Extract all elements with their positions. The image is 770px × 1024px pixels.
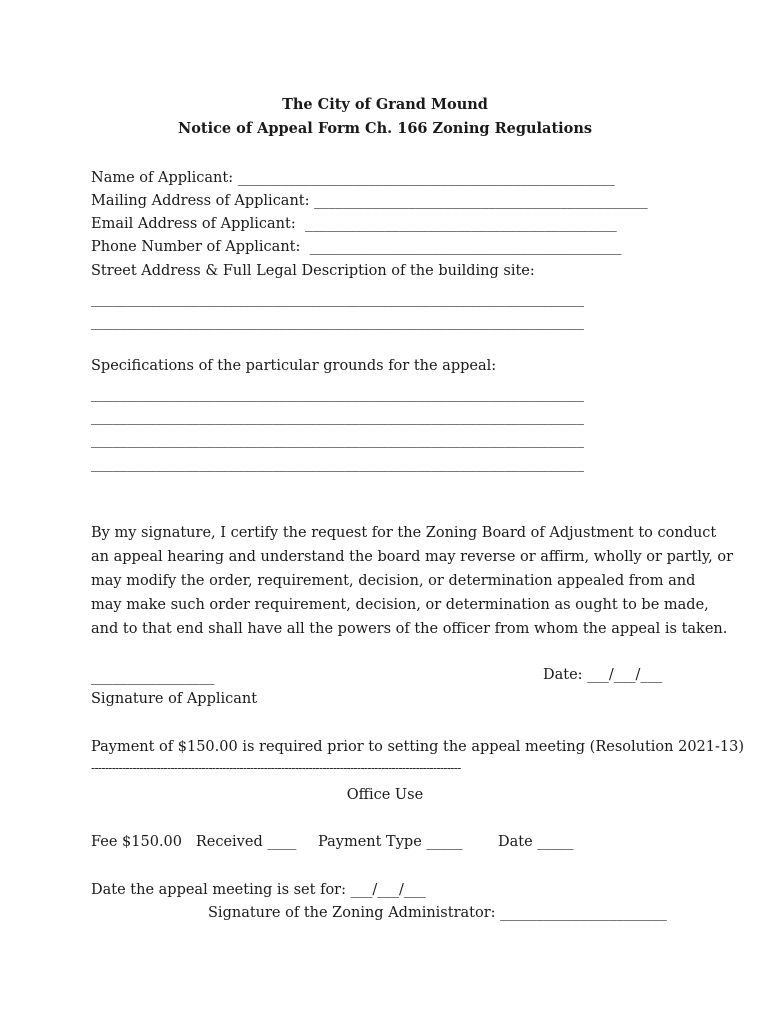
certification-paragraph (91, 521, 734, 641)
page-title: The City of Grand Mound (282, 96, 488, 113)
divider: ----------------------------------------------------------------------------------------------------------- (91, 761, 461, 775)
site-description-label: Street Address & Full Legal Description of the building site: (91, 263, 535, 279)
site-line-1: ____________________________________________________________________ (91, 291, 584, 307)
grounds-line-1: ____________________________________________________________________ (91, 386, 584, 402)
signature-date: Date: ___/___/___ (543, 667, 663, 683)
email-address-field: Email Address of Applicant: ___________________________________________ (91, 216, 617, 232)
mailing-address-field: Mailing Address of Applicant: ______________________________________________ (91, 193, 648, 209)
admin-signature: Signature of the Zoning Administrator: _______________________ (208, 905, 667, 921)
payment-type: Payment Type _____ (318, 834, 463, 850)
signature-line: _________________ (91, 669, 215, 685)
fee-received: Fee $150.00 Received ____ (91, 834, 297, 850)
certification-line: may modify the order, requirement, decision, or determination appealed from and (91, 573, 696, 589)
meeting-date: Date the appeal meeting is set for: ___/___/___ (91, 882, 426, 898)
grounds-line-3: ____________________________________________________________________ (91, 432, 584, 448)
certification-line: may make such order requirement, decision, or determination as ought to be made, (91, 597, 709, 613)
office-date: Date _____ (498, 834, 574, 850)
certification-line: and to that end shall have all the powers of the officer from whom the appeal is taken. (91, 621, 728, 637)
phone-number-field: Phone Number of Applicant: ___________________________________________ (91, 239, 622, 255)
signature-label: Signature of Applicant (91, 691, 258, 707)
payment-notice: Payment of $150.00 is required prior to setting the appeal meeting (Resolution 2021-13) (91, 739, 745, 755)
grounds-line-4: ____________________________________________________________________ (91, 456, 584, 472)
certification-line: an appeal hearing and understand the board may reverse or affirm, wholly or partly, or (91, 549, 734, 565)
office-use-heading: Office Use (346, 787, 424, 803)
site-line-2: ____________________________________________________________________ (91, 314, 584, 330)
applicant-name-field: Name of Applicant: ____________________________________________________ (91, 170, 615, 186)
grounds-line-2: ____________________________________________________________________ (91, 409, 584, 425)
form-title: Notice of Appeal Form Ch. 166 Zoning Regulations (177, 120, 593, 137)
grounds-label: Specifications of the particular grounds for the appeal: (91, 358, 497, 374)
certification-line: By my signature, I certify the request for the Zoning Board of Adjustment to conduct (91, 525, 717, 541)
